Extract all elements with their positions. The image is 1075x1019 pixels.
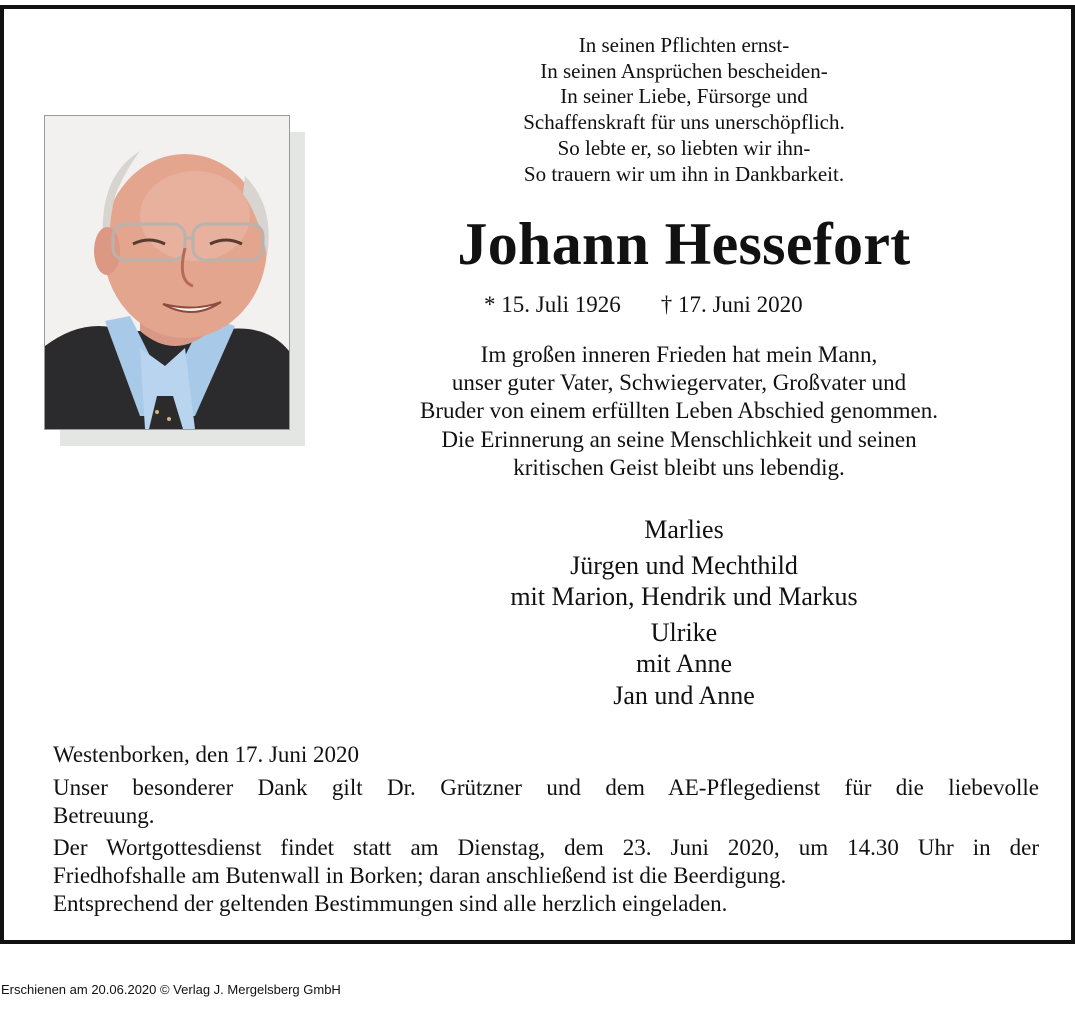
death-date: † 17. Juni 2020 [660,292,803,317]
poem-line: So lebte er, so liebten wir ihn- [557,135,811,160]
life-dates [484,290,803,320]
thanks-line [53,774,1039,802]
mourner-name: Ulrike [650,617,718,647]
message-line: Bruder von einem erfüllten Leben Abschied genommen. [420,398,938,424]
message-line: unser guter Vater, Schwiegervater, Großvater und [451,370,907,396]
service-line: Entsprechend der geltenden Bestimmungen sind alle herzlich eingeladen. [53,891,728,916]
poem-line: Schaffenskraft für uns unerschöpflich. [523,110,845,135]
service-line [53,834,1039,862]
poem-line: In seiner Liebe, Fürsorge und [560,84,808,109]
obituary-notice [0,5,1075,944]
place-date: Westenborken, den 17. Juni 2020 [53,742,360,767]
mourner-group [434,617,934,712]
farewell-message [334,341,1024,482]
mourner-name: mit Marion, Hendrik und Markus [510,582,858,611]
mourner-name: Jürgen und Mechthild [570,550,798,580]
portrait-photo [44,115,290,430]
service-text: Der Wortgottesdienst findet statt am Dienstag, dem 23. Juni 2020, um 14.30 Uhr in der [53,835,1039,860]
poem-line: In seinen Pflichten ernst- [578,33,790,57]
mourner-group [434,550,934,613]
mourner-name: mit Anne [635,649,733,678]
service-line: Friedhofshalle am Butenwall in Borken; daran anschließend ist die Beerdigung. [53,863,787,888]
thanks-text: Unser besonderer Dank gilt Dr. Grützner und dem AE-Pflegedienst für die liebevolle [53,775,1039,800]
deceased-name: Johann Hessefort [457,211,911,277]
message-line: Die Erinnerung an seine Menschlichkeit und seinen [441,426,917,452]
mourner-group [434,514,934,546]
mourner-name: Marlies [644,515,724,544]
mourners-list [434,514,934,715]
message-line: kritischen Geist bleibt uns lebendig. [513,454,845,480]
closing-information [53,741,1039,918]
birth-date: * 15. Juli 1926 [484,292,621,317]
publication-footer: Erschienen am 20.06.2020 © Verlag J. Mergelsberg GmbH [1,982,341,997]
thanks-line: Betreuung. [53,803,155,828]
message-line: Im großen inneren Frieden hat mein Mann, [480,342,878,367]
poem-line: So trauern wir um ihn in Dankbarkeit. [523,161,845,186]
mourner-name: Jan und Anne [613,680,755,710]
poem-verse [444,33,924,187]
poem-line: In seinen Ansprüchen bescheiden- [540,58,828,83]
portrait-illustration [45,116,289,429]
